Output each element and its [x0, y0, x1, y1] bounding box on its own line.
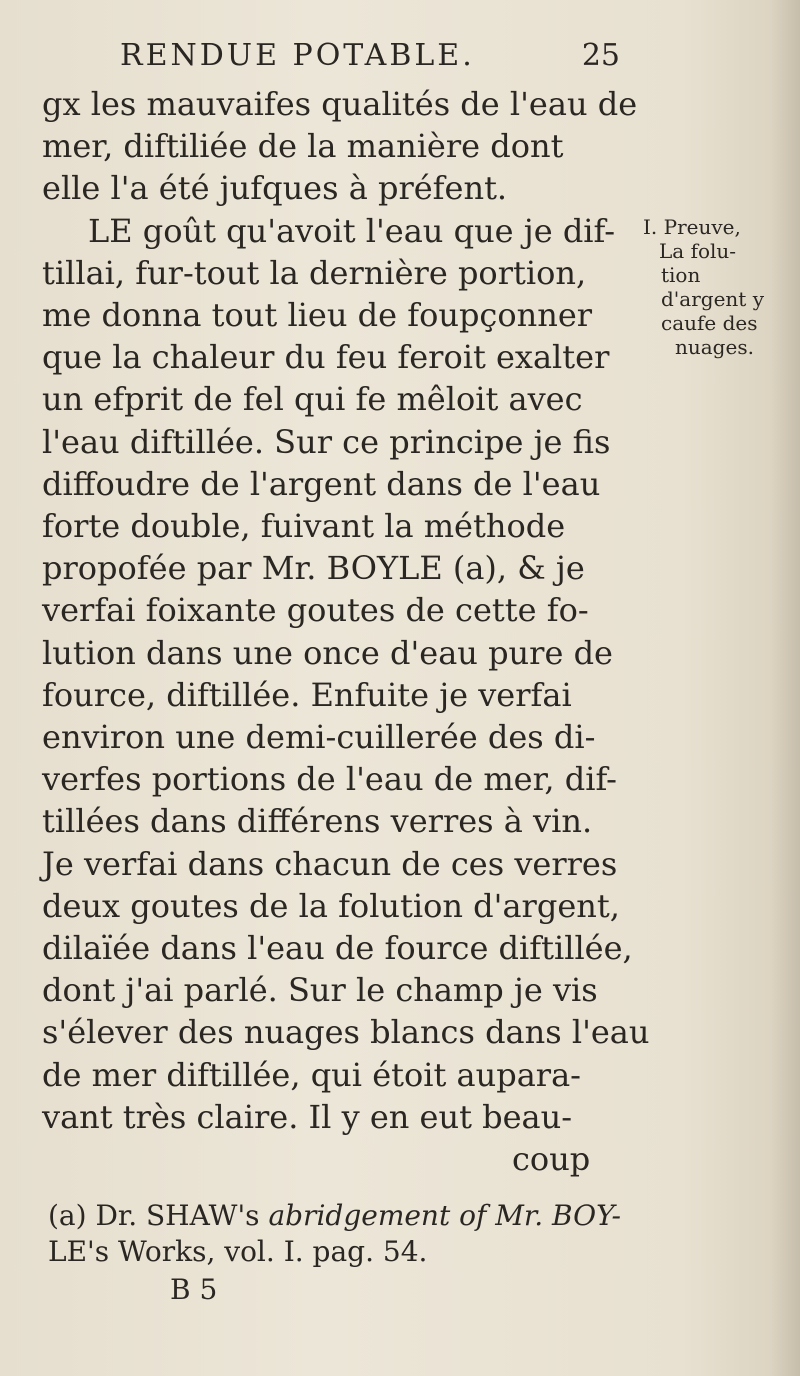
margin-note-line: caufe des	[661, 310, 758, 335]
body-line: s'élever des nuages blancs dans l'eau	[42, 1013, 650, 1052]
body-line: l'eau diftillée. Sur ce principe je fis	[42, 422, 611, 461]
body-line: que la chaleur du feu feroit exalter	[42, 338, 610, 377]
body-line: LE goût qu'avoit l'eau que je dif-	[88, 211, 616, 250]
page-edge-shadow	[770, 0, 800, 1376]
body-line: verfes portions de l'eau de mer, dif-	[42, 760, 617, 799]
margin-note-line: tion	[661, 262, 701, 287]
body-line: mer, diftiliée de la manière dont	[42, 127, 564, 166]
body-line: diffoudre de l'argent dans de l'eau	[42, 464, 601, 503]
body-line: forte double, fuivant la méthode	[42, 507, 566, 545]
signature-mark: B 5	[170, 1273, 218, 1307]
running-head	[120, 38, 640, 78]
body-line: de mer diftillée, qui étoit aupara-	[42, 1055, 581, 1094]
body-line: tillai, fur-tout la dernière portion,	[42, 253, 587, 292]
body-line: dont j'ai parlé. Sur le champ je vis	[42, 971, 598, 1010]
margin-note-line: d'argent y	[661, 286, 764, 311]
body-line: dilaïée dans l'eau de fource diftillée,	[42, 929, 633, 967]
body-line: un efprit de fel qui fe mêloit avec	[42, 380, 583, 419]
page-number: 25	[581, 38, 620, 73]
margin-note-line: I. Preuve,	[643, 214, 741, 239]
body-line: me donna tout lieu de foupçonner	[42, 296, 593, 334]
body-line: fource, diftillée. Enfuite je verfai	[42, 675, 572, 714]
body-line: gx les mauvaifes qualités de l'eau de	[42, 85, 638, 123]
running-title: RENDUE POTABLE.	[120, 38, 475, 73]
body-line: Je verfai dans chacun de ces verres	[42, 844, 618, 883]
footnote-prefix: (a) Dr. SHAW's	[48, 1199, 269, 1233]
margin-note-line: La folu-	[659, 238, 737, 263]
body-line: lution dans une once d'eau pure de	[42, 633, 613, 672]
body-line: environ une demi-cuillerée des di-	[42, 718, 596, 756]
margin-note-line: nuages.	[675, 334, 754, 359]
body-line: propofée par Mr. BOYLE (a), & je	[42, 549, 585, 588]
body-line: deux goutes de la folution d'argent,	[42, 886, 620, 925]
footnote-line-1	[48, 1199, 621, 1233]
body-line: coup	[512, 1140, 591, 1178]
footnote-italic: abridgement of Mr. BOY-	[268, 1199, 621, 1233]
body-line: tillées dans différens verres à vin.	[42, 802, 593, 841]
margin-note	[643, 215, 793, 359]
body-line: verfai foixante goutes de cette fo-	[42, 591, 589, 630]
body-line: elle l'a été jufques à préfent.	[42, 169, 508, 208]
body-line: vant très claire. Il y en eut beau-	[42, 1097, 573, 1136]
footnote-line-2: LE's Works, vol. I. pag. 54.	[48, 1235, 428, 1269]
